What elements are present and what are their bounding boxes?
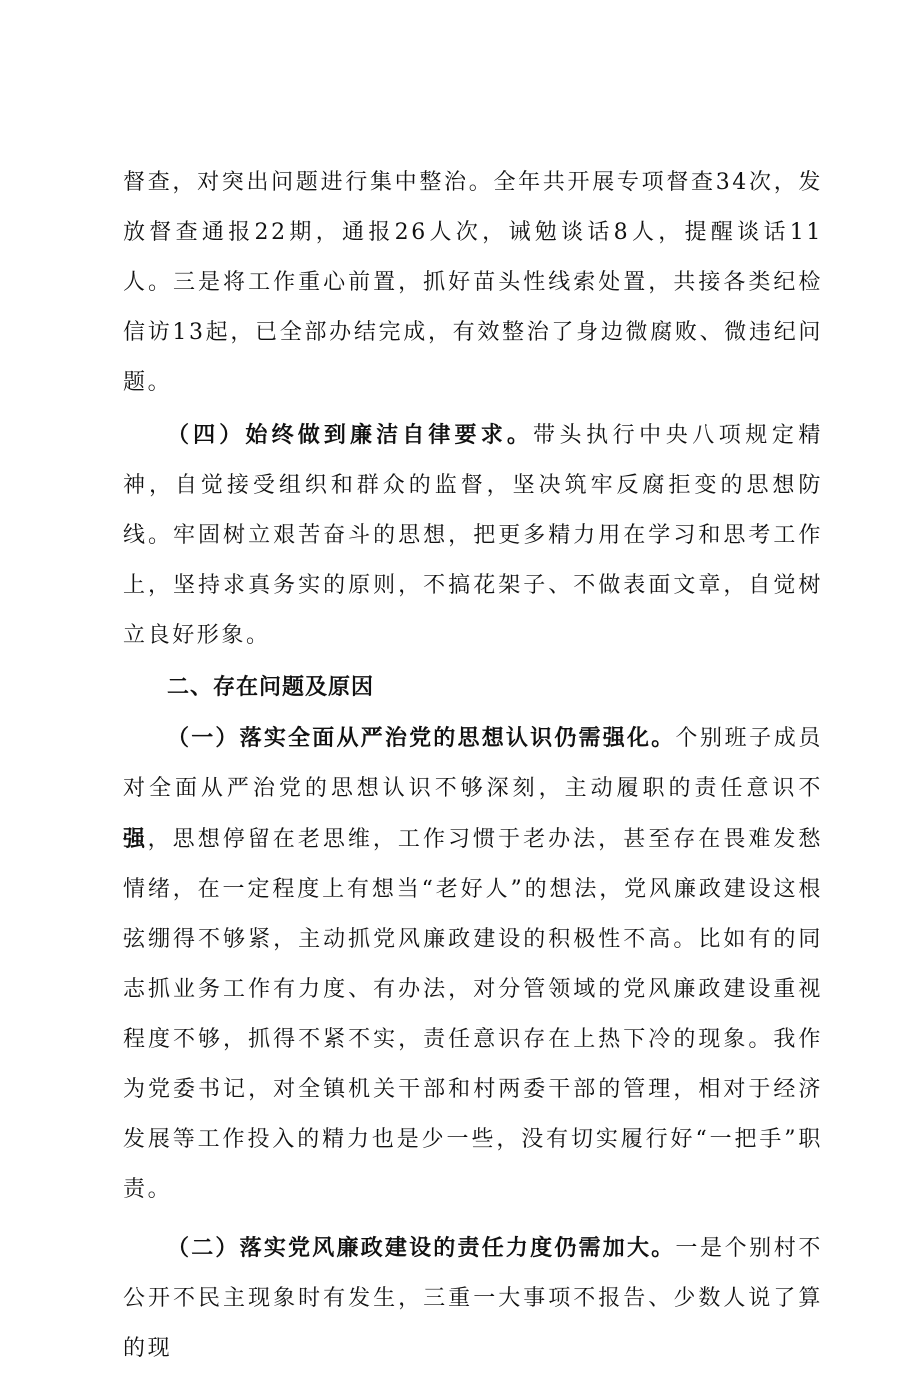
document-body <box>123 158 823 1374</box>
section-heading: 二、存在问题及原因 <box>167 675 375 700</box>
paragraph-lead-heading: （一）落实全面从严治党的思想认识仍需强化。 <box>167 725 676 751</box>
paragraph-self-discipline <box>123 410 823 661</box>
paragraph-lead-heading: （二）落实党风廉政建设的责任力度仍需加大。 <box>167 1235 676 1261</box>
paragraph-continuation <box>123 158 823 408</box>
paragraph-ideological-awareness <box>123 713 823 1215</box>
paragraph-text: 一是个别村不公开不民主现象时有发生，三重一大事项不报告、少数人说了算的现 <box>123 1236 823 1361</box>
bold-character: 强 <box>123 826 148 852</box>
paragraph-text: 带头执行中央八项规定精神，自觉接受组织和群众的监督，坚决筑牢反腐拒变的思想防线。牢固树立艰苦奋斗的思想，把更多精力用在学习和思考工作上，坚持求真务实的原则，不搞花架子、不做表面文章，自觉树立良好形象。 <box>123 423 823 648</box>
paragraph-text: ，思想停留在老思维，工作习惯于老办法，甚至存在畏难发愁情绪，在一定程度上有想当“老好人”的想法，党风廉政建设这根弦绷得不够紧，主动抓党风廉政建设的积极性不高。比如有的同志抓业务工作有力度、有办法，对分管领域的党风廉政建设重视程度不够，抓得不紧不实，责任意识存在上热下冷的现象。我作为党委书记，对全镇机关干部和村两委干部的管理，相对于经济发展等工作投入的精力也是少一些，没有切实履行好“一把手”职责。 <box>123 827 824 1202</box>
paragraph-text: 个别班子成员对全面从严治党的思想认识不够深刻，主动履职的责任意识不 <box>123 726 823 801</box>
paragraph-responsibility <box>123 1223 823 1374</box>
paragraph-text: 督查，对突出问题进行集中整治。全年共开展专项督查34次，发放督查通报22期，通报26人次，诫勉谈话8人，提醒谈话11人。三是将工作重心前置，抓好苗头性线索处置，共接各类纪检信访13起，已全部办结完成，有效整治了身边微腐败、微违纪问题。 <box>123 170 823 395</box>
paragraph-lead-heading: （四）始终做到廉洁自律要求。 <box>167 422 533 448</box>
paragraph-gap <box>123 1215 823 1223</box>
